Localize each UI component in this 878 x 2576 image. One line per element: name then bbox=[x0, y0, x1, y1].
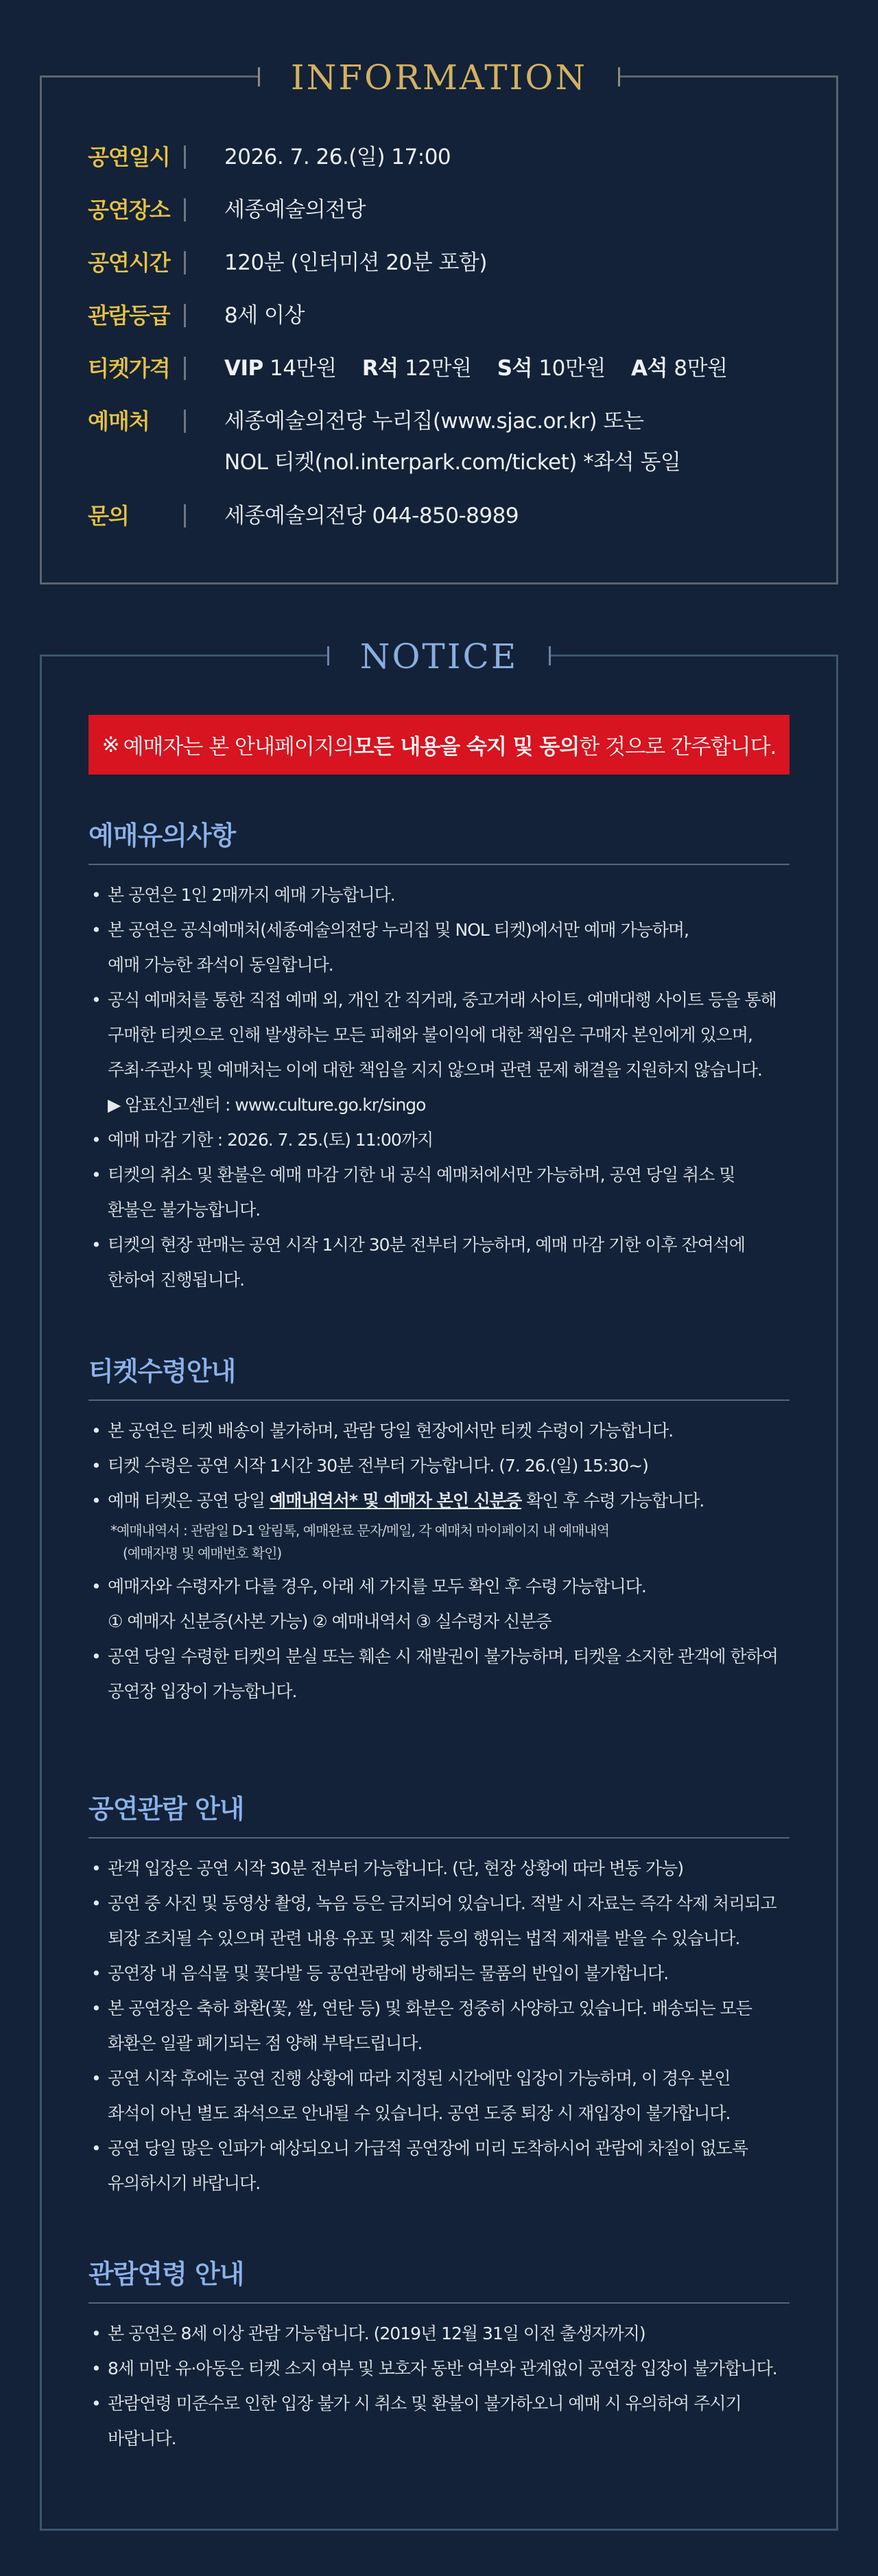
item-line: 환불은 불가능합니다. bbox=[108, 1200, 261, 1220]
item-line: • 공연 당일 수령한 티켓의 분실 또는 훼손 시 재발권이 불가능하며, 티켓을 소지한 관객에 한하여 bbox=[108, 1646, 778, 1666]
item-line: 주최·주관사 및 예매처는 이에 대한 책임을 지지 않으며 관련 문제 해결을 지원하지 않습니다. bbox=[108, 1060, 762, 1080]
price-grade: R석 bbox=[361, 356, 399, 381]
item-line: 좌석이 아닌 별도 좌석으로 안내될 수 있습니다. 공연 도중 퇴장 시 재입장이 불가합니다. bbox=[108, 2103, 731, 2123]
item-line: 유의하시기 바랍니다. bbox=[108, 2173, 261, 2193]
info-value bbox=[224, 406, 680, 477]
info-value-line: 세종예술의전당 누리집(www.sjac.or.kr) 또는 bbox=[224, 409, 644, 434]
info-separator bbox=[184, 198, 186, 222]
section-age-policy bbox=[88, 2257, 790, 2456]
info-label: 예매처 bbox=[88, 408, 150, 434]
info-value-line: NOL 티켓(nol.interpark.com/ticket) *좌석 동일 bbox=[224, 450, 681, 475]
price-amount: 10만원 bbox=[538, 356, 606, 381]
section-performance-etiquette bbox=[88, 1792, 790, 2201]
section-title: 관람연령 안내 bbox=[88, 2259, 244, 2289]
item-text-post: 확인 후 수령 가능합니다. bbox=[521, 1491, 704, 1511]
info-row-price bbox=[88, 353, 809, 383]
item-line: • 본 공연장은 축하 화환(꽃, 쌀, 연탄 등) 및 화분은 정중히 사양하고 있습니다. 배송되는 모든 bbox=[108, 1998, 752, 2018]
notice-box bbox=[40, 637, 838, 2531]
list-item bbox=[88, 912, 790, 982]
section-divider bbox=[88, 1837, 790, 1839]
info-label: 티켓가격 bbox=[88, 355, 170, 381]
item-line: • 공연장 내 음식물 및 꽃다발 등 공연관람에 방해되는 물품의 반입이 불가합니다. bbox=[108, 1963, 669, 1983]
item-line: • 공연 시작 후에는 공연 진행 상황에 따라 지정된 시간에만 입장이 가능하며, 이 경우 본인 bbox=[108, 2068, 731, 2088]
item-line: • 티켓의 취소 및 환불은 예매 마감 기한 내 공식 예매처에서만 가능하며, 공연 당일 취소 및 bbox=[108, 1165, 735, 1185]
info-row-runtime bbox=[88, 248, 809, 278]
item-line: • 관람연령 미준수로 인한 입장 불가 시 취소 및 환불이 불가하오니 예매 시 유의하여 주시기 bbox=[108, 2394, 741, 2413]
info-value bbox=[224, 195, 366, 225]
item-line: • 예매 마감 기한 : 2026. 7. 25.(토) 11:00까지 bbox=[108, 1130, 434, 1150]
price-amount: 8만원 bbox=[674, 356, 728, 381]
price-grade: VIP bbox=[224, 356, 263, 381]
info-value-line: 세종예술의전당 044-850-8989 bbox=[224, 504, 519, 528]
item-line: 바랍니다. bbox=[108, 2429, 176, 2448]
info-value-line: 8세 이상 bbox=[224, 303, 305, 328]
item-line: • 공연 당일 많은 인파가 예상되오니 가급적 공연장에 미리 도착하시어 관람에 차질이 없도록 bbox=[108, 2138, 748, 2158]
info-label: 공연장소 bbox=[88, 197, 170, 223]
section-title: 공연관람 안내 bbox=[88, 1794, 244, 1824]
info-separator bbox=[184, 145, 186, 169]
info-label: 문의 bbox=[88, 503, 129, 529]
info-separator bbox=[184, 304, 186, 327]
item-list bbox=[88, 2316, 790, 2456]
info-value bbox=[224, 248, 487, 278]
item-line: • 본 공연은 1인 2매까지 예매 가능합니다. bbox=[108, 885, 395, 905]
list-item bbox=[88, 2061, 790, 2131]
notice-title: NOTICE bbox=[327, 637, 551, 676]
price-amount: 14만원 bbox=[270, 356, 337, 381]
section-booking-notes bbox=[88, 818, 790, 1297]
info-row-date bbox=[88, 142, 809, 172]
item-line: • 관객 입장은 공연 시작 30분 전부터 가능합니다. (단, 현장 상황에 따라 변동 가능) bbox=[108, 1858, 684, 1878]
info-row-box-office bbox=[88, 406, 809, 477]
item-list bbox=[88, 1413, 790, 1709]
item-line: • 본 공연은 8세 이상 관람 가능합니다. (2019년 12월 31일 이전 출생자까지) bbox=[108, 2324, 645, 2343]
list-item bbox=[88, 877, 790, 912]
info-separator bbox=[184, 504, 186, 528]
list-item bbox=[88, 2316, 790, 2351]
list-item bbox=[88, 1413, 790, 1448]
info-separator bbox=[184, 357, 186, 380]
price-amount: 12만원 bbox=[405, 356, 472, 381]
list-item bbox=[88, 1639, 790, 1709]
item-text-emphasis: 예매내역서* 및 예매자 본인 신분증 bbox=[270, 1491, 522, 1511]
section-title: 예매유의사항 bbox=[88, 820, 236, 851]
price-a bbox=[631, 356, 727, 381]
price-grade: A석 bbox=[631, 356, 667, 381]
banner-text-bold: 모든 내용을 숙지 및 동의 bbox=[353, 735, 580, 759]
item-line: 화환은 일괄 폐기되는 점 양해 부탁드립니다. bbox=[108, 2033, 423, 2053]
item-line: 예매 가능한 좌석이 동일합니다. bbox=[108, 955, 333, 975]
item-line: • 본 공연은 티켓 배송이 불가하며, 관람 당일 현장에서만 티켓 수령이 가능합니다. bbox=[108, 1421, 674, 1441]
item-line: • 티켓의 현장 판매는 공연 시작 1시간 30분 전부터 가능하며, 예매 마감 기한 이후 잔여석에 bbox=[108, 1235, 746, 1255]
info-value bbox=[224, 300, 305, 331]
price-r bbox=[362, 356, 472, 381]
item-text-pre: 예매 티켓은 공연 당일 bbox=[108, 1491, 270, 1511]
list-item bbox=[88, 982, 790, 1122]
info-value-line: 120분 (인터미션 20분 포함) bbox=[224, 250, 487, 275]
banner-text-pre: 예매자는 본 안내페이지의 bbox=[123, 735, 354, 759]
info-value bbox=[224, 142, 451, 172]
info-separator bbox=[184, 251, 186, 274]
item-line: ① 예매자 신분증(사본 가능) ② 예매내역서 ③ 실수령자 신분증 bbox=[108, 1611, 551, 1631]
info-value bbox=[224, 501, 519, 531]
list-item bbox=[88, 1227, 790, 1297]
list-item bbox=[88, 1122, 790, 1157]
item-line: • 본 공연은 공식예매처(세종예술의전당 누리집 및 NOL 티켓)에서만 예매 가능하며, bbox=[108, 920, 689, 940]
list-item bbox=[88, 1956, 790, 1991]
item-line: • 공연 중 사진 및 동영상 촬영, 녹음 등은 금지되어 있습니다. 적발 시 자료는 즉각 삭제 처리되고 bbox=[108, 1893, 776, 1913]
section-ticket-pickup bbox=[88, 1354, 790, 1709]
list-item bbox=[88, 1483, 790, 1565]
item-footnote: *예매내역서 : 관람일 D-1 알림톡, 예매완료 문자/메일, 각 예매처 마이페이지 내 예매내역 bbox=[110, 1522, 610, 1539]
item-line: 공연장 입장이 가능합니다. bbox=[108, 1681, 297, 1701]
item-line bbox=[108, 1483, 790, 1518]
report-center-link: ▶ 암표신고센터 : www.culture.go.kr/singo bbox=[108, 1095, 426, 1115]
information-box bbox=[40, 58, 838, 584]
list-item bbox=[88, 1448, 790, 1483]
info-separator bbox=[184, 410, 186, 433]
info-value bbox=[224, 353, 746, 383]
list-item bbox=[88, 1851, 790, 1886]
list-item bbox=[88, 1991, 790, 2061]
item-list bbox=[88, 1851, 790, 2201]
info-row-venue bbox=[88, 195, 809, 225]
section-title: 티켓수령안내 bbox=[88, 1356, 236, 1386]
list-item bbox=[88, 2386, 790, 2456]
item-list bbox=[88, 877, 790, 1297]
notice-title-wrap bbox=[42, 633, 836, 680]
list-item bbox=[88, 1157, 790, 1227]
info-label: 공연시간 bbox=[88, 250, 170, 276]
list-item bbox=[88, 1569, 790, 1639]
price-vip bbox=[224, 356, 336, 381]
item-footnote: (예매자명 및 예매번호 확인) bbox=[123, 1545, 282, 1561]
notice-banner bbox=[88, 715, 790, 775]
section-divider bbox=[88, 1399, 790, 1401]
info-label: 공연일시 bbox=[88, 144, 170, 170]
list-item bbox=[88, 1886, 790, 1956]
information-title: INFORMATION bbox=[258, 58, 620, 97]
info-row-rating bbox=[88, 300, 809, 331]
price-s bbox=[497, 356, 606, 381]
item-line: 구매한 티켓으로 인해 발생하는 모든 피해와 불이익에 대한 책임은 구매자 본인에게 있으며, bbox=[108, 1025, 752, 1045]
item-line: 한하여 진행됩니다. bbox=[108, 1270, 245, 1290]
item-line: • 예매자와 수령자가 다를 경우, 아래 세 가지를 모두 확인 후 수령 가능합니다. bbox=[108, 1576, 646, 1596]
item-line: 퇴장 조치될 수 있으며 관련 내용 유포 및 제작 등의 행위는 법적 제재를 받을 수 있습니다. bbox=[108, 1928, 740, 1948]
info-value-line: 2026. 7. 26.(일) 17:00 bbox=[224, 145, 451, 169]
banner-text-post: 한 것으로 간주합니다. bbox=[579, 735, 776, 759]
section-divider bbox=[88, 2302, 790, 2304]
price-grade: S석 bbox=[497, 356, 532, 381]
section-divider bbox=[88, 864, 790, 865]
list-item bbox=[88, 2131, 790, 2201]
info-value-line: 세종예술의전당 bbox=[224, 198, 366, 222]
info-label: 관람등급 bbox=[88, 303, 170, 329]
info-row-contact bbox=[88, 501, 809, 531]
item-line: • 8세 미만 유·아동은 티켓 소지 여부 및 보호자 동반 여부와 관계없이 공연장 입장이 불가합니다. bbox=[108, 2359, 777, 2378]
reference-mark: ※ bbox=[102, 732, 119, 757]
item-line: • 티켓 수령은 공연 시작 1시간 30분 전부터 가능합니다. (7. 26.(일) 15:30~) bbox=[108, 1456, 648, 1476]
list-item bbox=[88, 2351, 790, 2386]
information-title-wrap bbox=[42, 54, 836, 101]
item-line: • 공식 예매처를 통한 직접 예매 외, 개인 간 직거래, 중고거래 사이트, 예매대행 사이트 등을 통해 bbox=[108, 990, 776, 1010]
